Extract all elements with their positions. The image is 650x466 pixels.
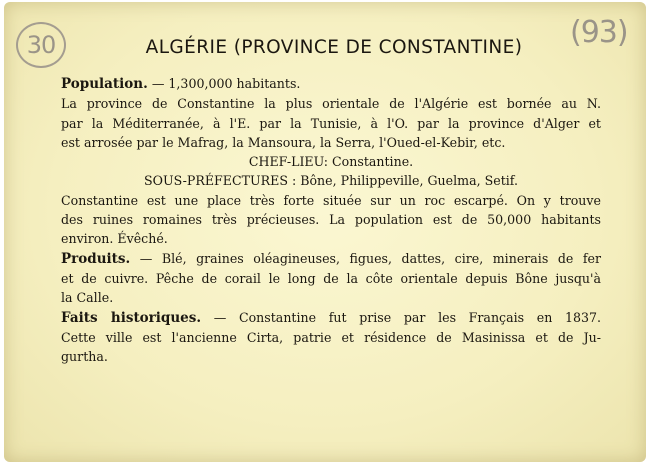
description-paragraph [61, 94, 601, 152]
description-line: est arrosée par le Mafrag, la Mansoura, la Serra, l'Oued-el-Kebir, etc. [61, 134, 506, 150]
description-line: par la Méditerranée, à l'E. par la Tunisie, à l'O. par la province d'Alger et [61, 115, 601, 131]
faits-text: — Constantine fut prise par les Français en 1837. [201, 309, 602, 325]
produits-line [61, 249, 601, 269]
produits-line: la Calle. [61, 290, 114, 306]
card-title: ALGÉRIE (PROVINCE DE CONSTANTINE) [145, 37, 523, 58]
population-heading: Population. [61, 76, 148, 92]
produits-text: — Blé, graines oléagineuses, figues, dattes, cire, minerais de fer [130, 250, 601, 266]
produits-heading: Produits. [61, 250, 131, 267]
card-body [61, 74, 601, 366]
handwritten-number-right: (93) [570, 15, 628, 50]
faits-paragraph [61, 308, 601, 367]
constantine-line: Constantine est une place très forte située sur un roc escarpé. On y trouve [61, 192, 601, 208]
population-line [61, 74, 601, 94]
constantine-line: des ruines romaines très précieuses. La population est de 50,000 habitants [61, 212, 601, 228]
description-line: La province de Constantine la plus orientale de l'Algérie est bornée au N. [61, 96, 601, 112]
population-paragraph [61, 74, 601, 94]
chef-lieu-line: CHEF-LIEU: Constantine. [248, 154, 414, 170]
faits-line: Cette ville est l'ancienne Cirta, patrie et résidence de Masinissa et de Ju- [61, 329, 601, 345]
faits-line [61, 308, 601, 328]
trade-card [4, 2, 646, 462]
produits-paragraph [61, 249, 601, 308]
handwritten-number-left-text: 30 [26, 31, 56, 59]
sous-prefectures-line: SOUS-PRÉFECTURES : Bône, Philippeville, Guelma, Setif. [144, 173, 518, 189]
constantine-line: environ. Évêché. [61, 231, 168, 247]
faits-heading: Faits historiques. [61, 309, 202, 326]
produits-line: et de cuivre. Pêche de corail le long de la côte orientale depuis Bône jusqu'à [61, 270, 601, 286]
population-text: — 1,300,000 habitants. [147, 76, 301, 91]
faits-line: gurtha. [61, 349, 108, 365]
constantine-paragraph [61, 191, 601, 249]
